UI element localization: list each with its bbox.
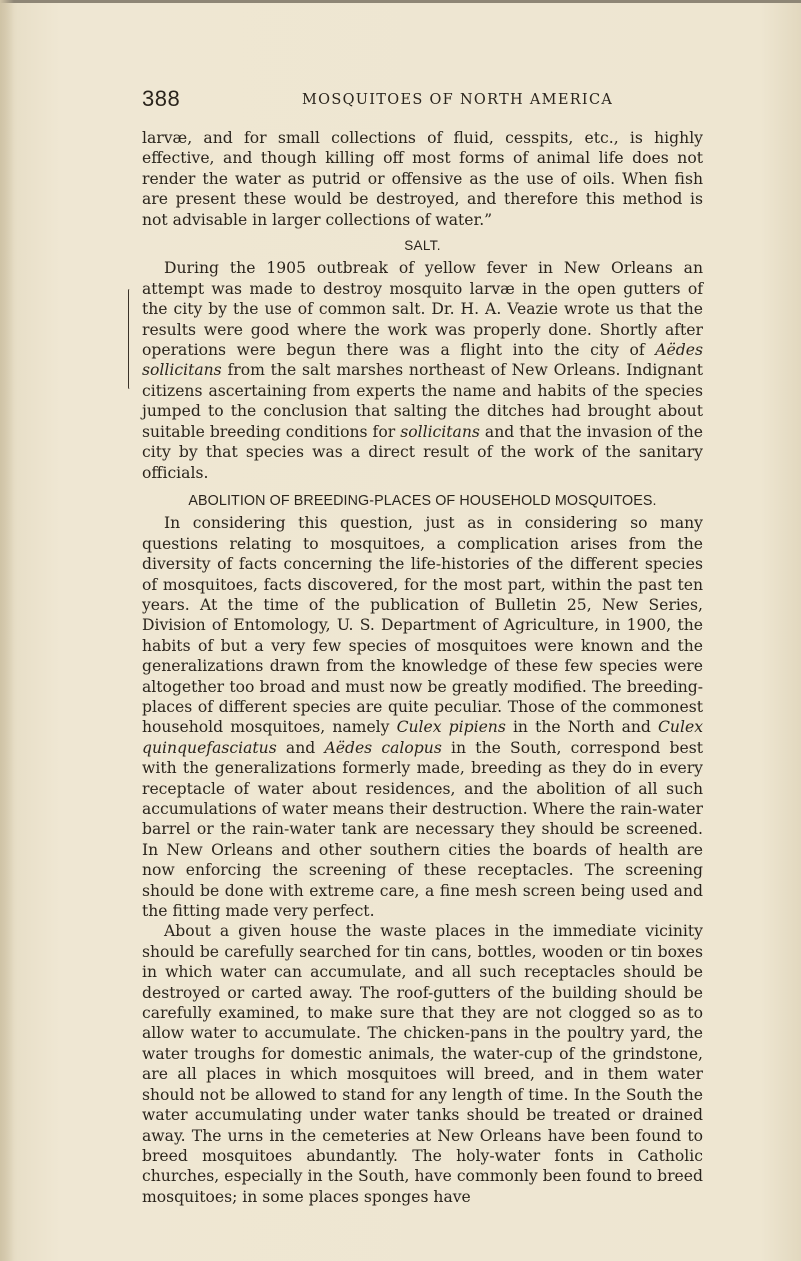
margin-pencil-mark (128, 289, 131, 389)
page-header (142, 86, 702, 112)
page-number: 388 (142, 86, 181, 111)
top-border (0, 0, 801, 3)
species-name: sollicitans (400, 422, 480, 441)
paragraph-salt: During the 1905 outbreak of yellow fever in New Orleans an attempt was made to destroy mosquito larvæ in the open gutters of the city by the use of common salt. Dr. H. A. Veazie wrote us that the results were good where the work was properly done. Shortly after operations were begun there was a flight into the city of Aëdes sollicitans from the salt marshes northeast of New Orleans. Indignant citizens ascertaining from experts the name and habits of the species jumped to the conclusion that salting the ditches had brought about suitable breeding conditions for sollicitans and that the invasion of the city by that species was a direct result of the work of the sanitary officials. (142, 259, 703, 482)
binding-shadow (0, 0, 14, 1261)
paragraph-oils: larvæ, and for small collections of fluid, cesspits, etc., is highly effective, and though killing off most forms of animal life does not render the water as putrid or offensive as the use of oils. When fish are present these would be destroyed, and therefore this method is not advisable in larger collections of water.” (142, 129, 703, 229)
species-name: Culex pipiens (396, 718, 506, 737)
species-name: Aëdes calopus (324, 738, 442, 757)
paragraph-abolition: In considering this question, just as in considering so many questions relating to mosquitoes, a complication arises from the diversity of facts concerning the life-histories of the different species of mosquitoes, facts discovered, for the most part, within the past ten years. At the time of the publication of Bulletin 25, New Series, Division of Entomology, U. S. Department of Agriculture, in 1900, the habits of but a very few species of mosquitoes were known and the generalizations drawn from the knowledge of these few species were altogether too broad and must now be greatly modified. The breeding-places of different species are quite peculiar. Those of the commonest household mosquitoes, namely Culex pipiens in the North and Culex quinquefasciatus and Aëdes calopus in the South, correspond best with the generalizations formerly made, breeding as they do in every receptacle of water about residences, and the abolition of all such accumulations of water means their destruction. Where the rain-water barrel or the rain-water tank are necessary they should be screened. In New Orleans and other southern cities the boards of health are now enforcing the screening of these receptacles. The screening should be done with extreme care, a fine mesh screen being used and the fitting made very perfect. (142, 514, 704, 921)
section-heading-abolition: ABOLITION OF BREEDING-PLACES OF HOUSEHOLD MOSQUITOES. (188, 492, 657, 509)
paragraph-waste-places: About a given house the waste places in the immediate vicinity should be carefully searched for tin cans, bottles, wooden or tin boxes in which water can accumulate, and all such receptacles should be destroyed or carted away. The roof-gutters of the building should be carefully examined, to make sure that they are not clogged so as to allow water to accumulate. The chicken-pans in the poultry yard, the water troughs for domestic animals, the water-cup of the grindstone, are all places in which mosquitoes will breed, and in them water should not be allowed to stand for any length of time. In the South the water accumulating under water tanks should be treated or drained away. The urns in the cemeteries at New Orleans have been found to breed mosquitoes abundantly. The holy-water fonts in Catholic churches, especially in the South, have commonly been found to breed mosquitoes; in some places sponges have (142, 922, 703, 1206)
species-name: Culex quinquefasciatus (142, 718, 703, 757)
species-name: Aëdes sollicitans (142, 341, 703, 380)
section-heading-salt: SALT. (404, 238, 441, 254)
body-text (142, 128, 703, 1207)
running-head: MOSQUITOES OF NORTH AMERICA (302, 92, 614, 108)
